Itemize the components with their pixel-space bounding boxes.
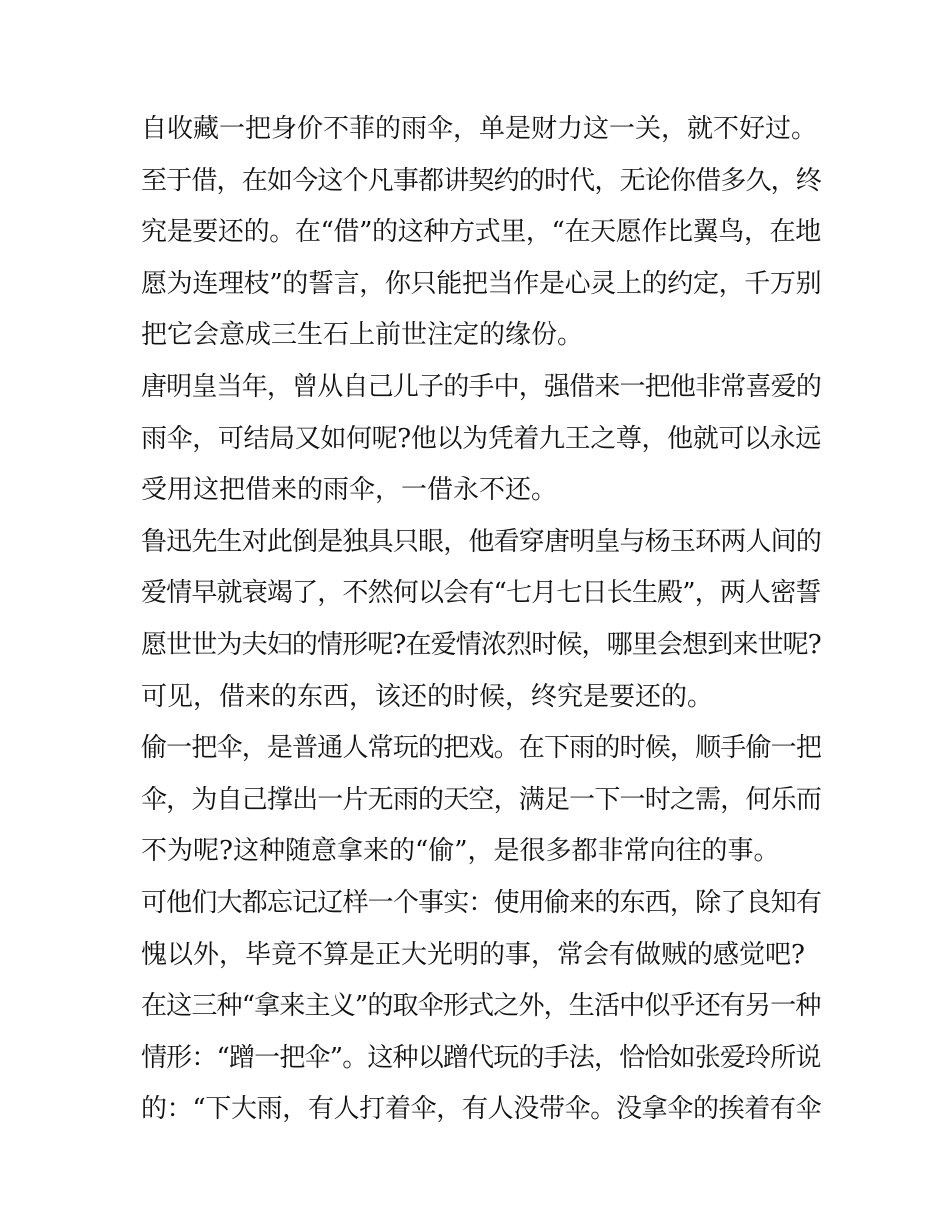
text-line: 鲁迅先生对此倒是独具只眼，他看穿唐明皇与杨玉环两人间的 [141,526,822,557]
text-line: 可见，借来的东西，该还的时候，终究是要还的。 [141,681,714,712]
text-line: 伞，为自己撑出一片无雨的天空，满足一下一时之需，何乐而 [141,784,822,815]
text-line: 情形：“蹭一把伞”。这种以蹭代玩的手法，恰恰如张爱玲所说 [141,1042,821,1073]
text-line: 唐明皇当年，曾从自己儿子的手中，强借来一把他非常喜爱的 [141,371,822,402]
text-line: 至于借，在如今这个凡事都讲契约的时代，无论你借多久，终 [141,165,822,196]
text-line: 可他们大都忘记辽样一个事实：使用偷来的东西，除了良知有 [141,887,822,918]
text-body [141,107,821,1139]
text-line: 愿为连理枝”的誓言，你只能把当作是心灵上的约定，千万别 [141,268,822,299]
text-line: 的：“下大雨，有人打着伞，有人没带伞。没拿伞的挨着有伞 [141,1094,822,1125]
text-line: 愿世世为夫妇的情形呢?在爱情浓烈时候，哪里会想到来世呢? [141,629,821,660]
text-line: 在这三种“拿来主义”的取伞形式之外，生活中似乎还有另一种 [141,991,821,1022]
text-line: 愧以外，毕竟不算是正大光明的事，常会有做贼的感觉吧? [141,939,805,970]
text-line: 究是要还的。在“借”的这种方式里，“在天愿作比翼鸟，在地 [141,217,821,248]
text-line: 自收藏一把身价不菲的雨伞，单是财力这一关，就不好过。 [141,114,818,144]
text-line: 偷一把伞，是普通人常玩的把戏。在下雨的时候，顺手偷一把 [141,733,822,764]
text-line: 不为呢?这种随意拿来的“偷”，是很多都非常向往的事。 [141,836,780,867]
text-line: 爱情早就衰竭了，不然何以会有“七月七日长生殿”，两人密誓 [141,578,821,609]
text-line: 受用这把借来的雨伞，一借永不还。 [141,475,558,506]
text-line: 雨伞，可结局又如何呢?他以为凭着九王之尊，他就可以永远 [141,423,821,454]
text-line: 把它会意成三生石上前世注定的缘份。 [141,320,584,351]
